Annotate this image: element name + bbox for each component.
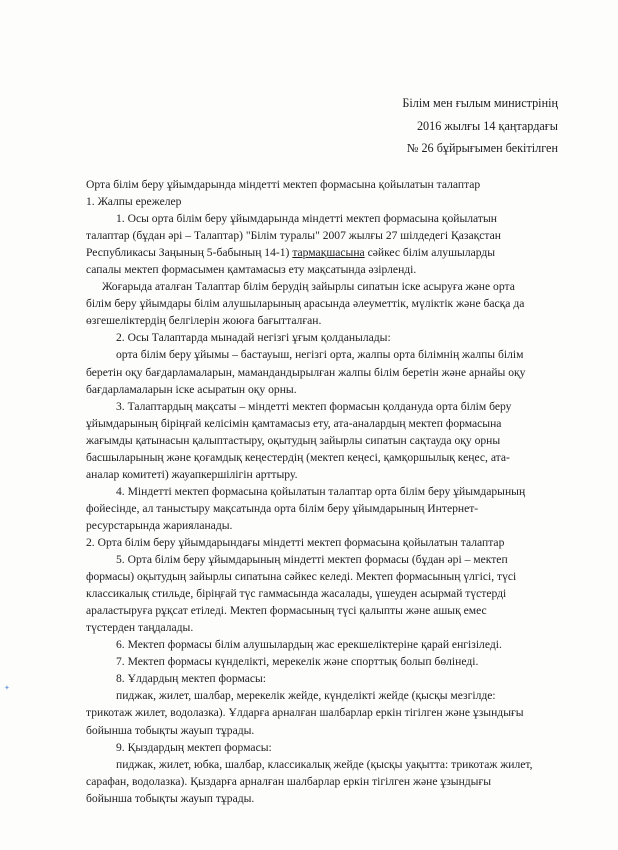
paragraph-2-line: беретін оқу бағдарламаларын, мамандандырылған жалпы білім беретін және арнайы оқу [86,365,526,379]
text-run: Республикасы Заңының 5-бабының 14-1) [86,246,293,260]
paragraph-9-line: бойынша тобықты жауып тұрады. [86,791,255,805]
paragraph-4-line: ресурстарында жарияланады. [86,518,233,532]
paragraph-3-line: жағымды қатынасын қалыптастыру, оқытудың зайырлы сипатын сақтауда оқу орны [86,433,501,447]
scan-mark-icon: ✦ [4,684,10,692]
paragraph-line: өзгешеліктердің белгілерін жоюға бағытталған. [86,314,322,328]
paragraph-5-line: классикалық стильде, біріңғай түс гаммасында жасалады, үшеуден асырмай түстерді [86,587,507,601]
text-run: сәйкес білім алушыларды [364,246,496,260]
approval-line-3: № 26 бұйрығымен бекітілген [406,141,558,155]
paragraph-9-line: 9. Қыздардың мектеп формасы: [116,740,272,754]
paragraph-line: білім беру ұйымдары білім алушыларының арасында әлеуметтік, мүліктік және басқа да [86,297,525,311]
paragraph-8-line: 8. Ұлдардың мектеп формасы: [116,672,266,686]
approval-line-1: Білім мен ғылым министрінің [402,96,558,110]
paragraph-1-line [86,244,566,261]
paragraph-3-line: басшыларының және қоғамдық кеңестердің (мектеп кеңесі, қамқоршылық кеңес, ата- [86,450,510,464]
approval-stamp [402,92,558,160]
paragraph-9-line: пиджак, жилет, юбка, шалбар, классикалық жейде (қысқы уақытта: трикотаж жилет, [116,757,533,771]
paragraph-5-line: 5. Орта білім беру ұйымдарының міндетті мектеп формасы (бұдан әрі – мектеп [116,553,508,567]
paragraph-1-line: сапалы мектеп формасымен қамтамасыз ету мақсатында әзірленді. [86,263,417,277]
underlined-term: тармақшасына [292,246,365,260]
paragraph-line: Жоғарыда аталған Талаптар білім берудің зайырлы сипатын іске асыруға және орта [102,280,515,294]
paragraph-4-line: 4. Міндетті мектеп формасына қойылатын талаптар орта білім беру ұйымдарының [116,484,526,498]
paragraph-2-line: орта білім беру ұйымы – бастауыш, негізгі орта, жалпы орта білімнің жалпы білім [116,348,524,362]
paragraph-4-line: фойесінде, ал таныстыру мақсатында орта білім беру ұйымдарының Интернет- [86,501,479,515]
section-heading-1: 1. Жалпы ережелер [86,195,182,209]
paragraph-3-line: аналар комитеті) жауапкершілігін арттыру. [86,467,298,481]
section-heading-2: 2. Орта білім беру ұйымдарындағы міндетті мектеп формасына қойылатын талаптар [86,535,505,549]
paragraph-8-line: пиджак, жилет, шалбар, мерекелік жейде, күнделікті жейде (қысқы мезгілде: [116,689,496,703]
paragraph-5-line: формасы) оқытудың зайырлы сипатына сәйкес келеді. Мектеп формасының үлгісі, түсі [86,570,517,584]
paragraph-5-line: араластыруға рұқсат етіледі. Мектеп формасының түсі қалыпты және ашық емес [86,604,487,618]
paragraph-5-line: түстерден таңдалады. [86,621,194,635]
paragraph-2-line: бағдарламаларын іске асыратын оқу орны. [86,382,297,396]
paragraph-9-line: сарафан, водолазка). Қыздарға арналған шалбарлар еркін тігілген және ұзындығы [86,774,492,788]
paragraph-7-line: 7. Мектеп формасы күнделікті, мерекелік және спорттық болып бөлінеді. [116,655,479,669]
paragraph-1-line: 1. Осы орта білім беру ұйымдарында міндетті мектеп формасына қойылатын [116,212,497,226]
paragraph-3-line: 3. Талаптардың мақсаты – міндетті мектеп формасын қолдануда орта білім беру [116,399,512,413]
paragraph-1-line: талаптар (бұдан әрі – Талаптар) "Білім туралы" 2007 жылғы 27 шілдедегі Қазақстан [86,229,501,243]
document-body [86,176,566,807]
approval-line-2: 2016 жылғы 14 қаңтардағы [416,118,558,133]
paragraph-3-line: ұйымдарының біріңғай келісімін қамтамасыз ету, ата-аналардың мектеп формасына [86,416,502,430]
paragraph-6-line: 6. Мектеп формасы білім алушылардың жас ерекшеліктеріне қарай енгізіледі. [116,638,502,652]
paragraph-2-line: 2. Осы Талаптарда мынадай негізгі ұғым қолданылады: [116,331,391,345]
paragraph-8-line: бойынша тобықты жауып тұрады. [86,723,255,737]
document-title: Орта білім беру ұйымдарында міндетті мектеп формасына қойылатын талаптар [86,178,481,191]
paragraph-8-line: трикотаж жилет, водолазка). Ұлдарға арналған шалбарлар еркін тігілген және ұзындығы [86,706,524,720]
